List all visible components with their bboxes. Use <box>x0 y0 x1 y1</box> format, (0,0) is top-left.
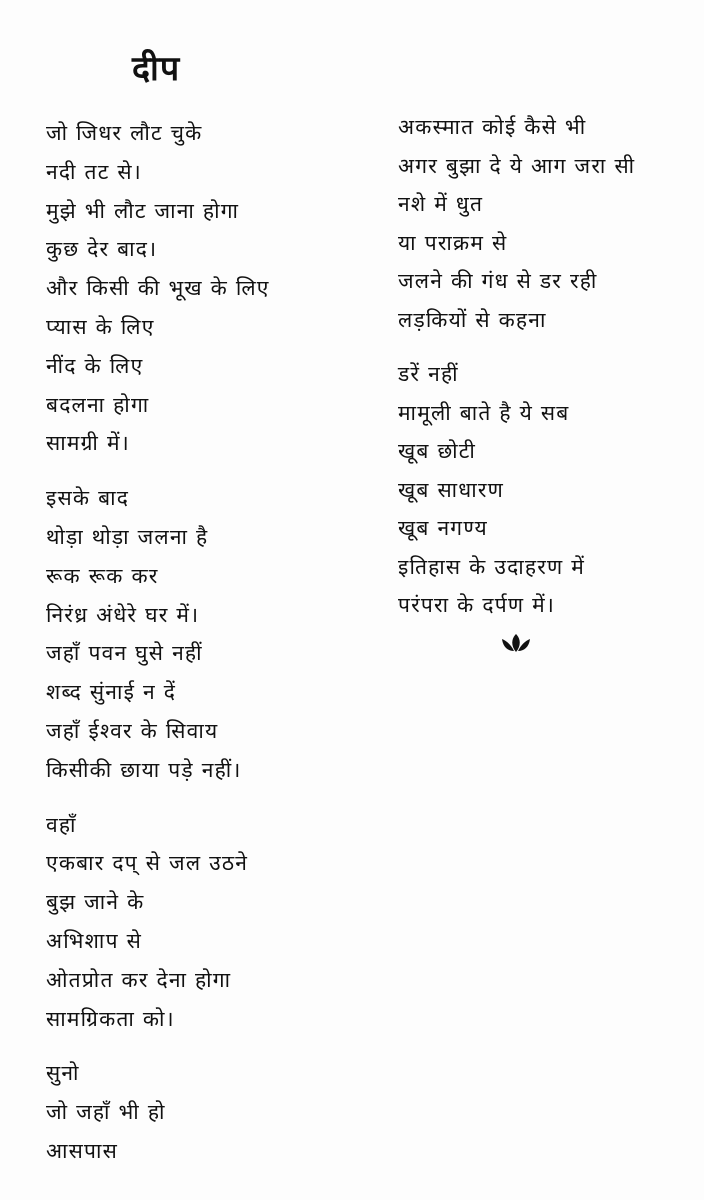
poem-line: अगर बुझा दे ये आग जरा सी <box>398 153 636 178</box>
poem-line: नदी तट से। <box>46 159 142 184</box>
poem-line: लड़कियों से कहना <box>398 307 547 332</box>
poem-line: शब्द सुंनाई न दें <box>46 680 177 705</box>
poem-line: बदलना होगा <box>46 392 150 417</box>
poem-line: जो जिधर लौट चुके <box>46 121 203 145</box>
stanza <box>398 355 704 625</box>
poem-line: खूब साधारण <box>398 477 505 502</box>
poem-line: खूब नगण्य <box>398 516 488 540</box>
stanza <box>398 108 704 339</box>
poem-line: और किसी की भूख के लिए <box>46 276 270 301</box>
poem-line: जहाँ पवन घुसे नहीं <box>46 641 203 666</box>
poem-line: इतिहास के उदाहरण में <box>398 554 586 579</box>
lotus-ornament-icon <box>500 632 532 654</box>
left-column <box>46 114 366 1187</box>
poem-line: या पराक्रम से <box>398 230 508 255</box>
stanza <box>46 806 366 1039</box>
stanza <box>46 479 366 789</box>
poem-line: निरंध्र अंधेरे घर में। <box>46 602 200 627</box>
stanza <box>46 114 366 463</box>
poem-line: जो जहाँ भी हो <box>46 1100 166 1125</box>
poem-title: दीप <box>132 49 181 89</box>
poem-line: नींद के लिए <box>46 353 144 378</box>
poem-line: किसीकी छाया पड़े नहीं। <box>46 757 242 782</box>
poem-line: डरें नहीं <box>398 362 459 386</box>
poem-line: सामग्रिकता को। <box>46 1006 175 1031</box>
poem-line: सामग्री में। <box>46 431 130 456</box>
poem-line: इसके बाद <box>46 486 130 511</box>
poem-line: जहाँ ईश्वर के सिवाय <box>46 718 219 743</box>
poem-line: मामूली बाते है ये सब <box>398 400 570 425</box>
poem-line: परंपरा के दर्पण में। <box>398 593 556 617</box>
poem-line: ओतप्रोत कर देना होगा <box>46 967 232 992</box>
poem-line: मुझे भी लौट जाना होगा <box>46 198 240 223</box>
stanza <box>46 1054 366 1170</box>
poem-line: थोड़ा थोड़ा जलना है <box>46 524 209 549</box>
poem-line: खूब छोटी <box>398 439 477 463</box>
poem-line: अभिशाप से <box>46 928 142 953</box>
poem-line: प्यास के लिए <box>46 314 155 339</box>
poem-line: जलने की गंध से डर रही <box>398 269 598 293</box>
right-column <box>398 108 704 641</box>
poem-line: वहाँ <box>46 812 77 837</box>
poem-line: कुछ देर बाद। <box>46 237 158 262</box>
poem-line: सुनो <box>46 1061 80 1086</box>
poem-line: एकबार दप् से जल उठने <box>46 851 249 876</box>
poem-line: बुझ जाने के <box>46 890 145 915</box>
poem-line: रूक रूक कर <box>46 563 159 588</box>
poem-line: अकस्मात कोई कैसे भी <box>398 115 587 139</box>
poem-line: आसपास <box>46 1138 119 1163</box>
poem-line: नशे में धुत <box>398 192 484 216</box>
